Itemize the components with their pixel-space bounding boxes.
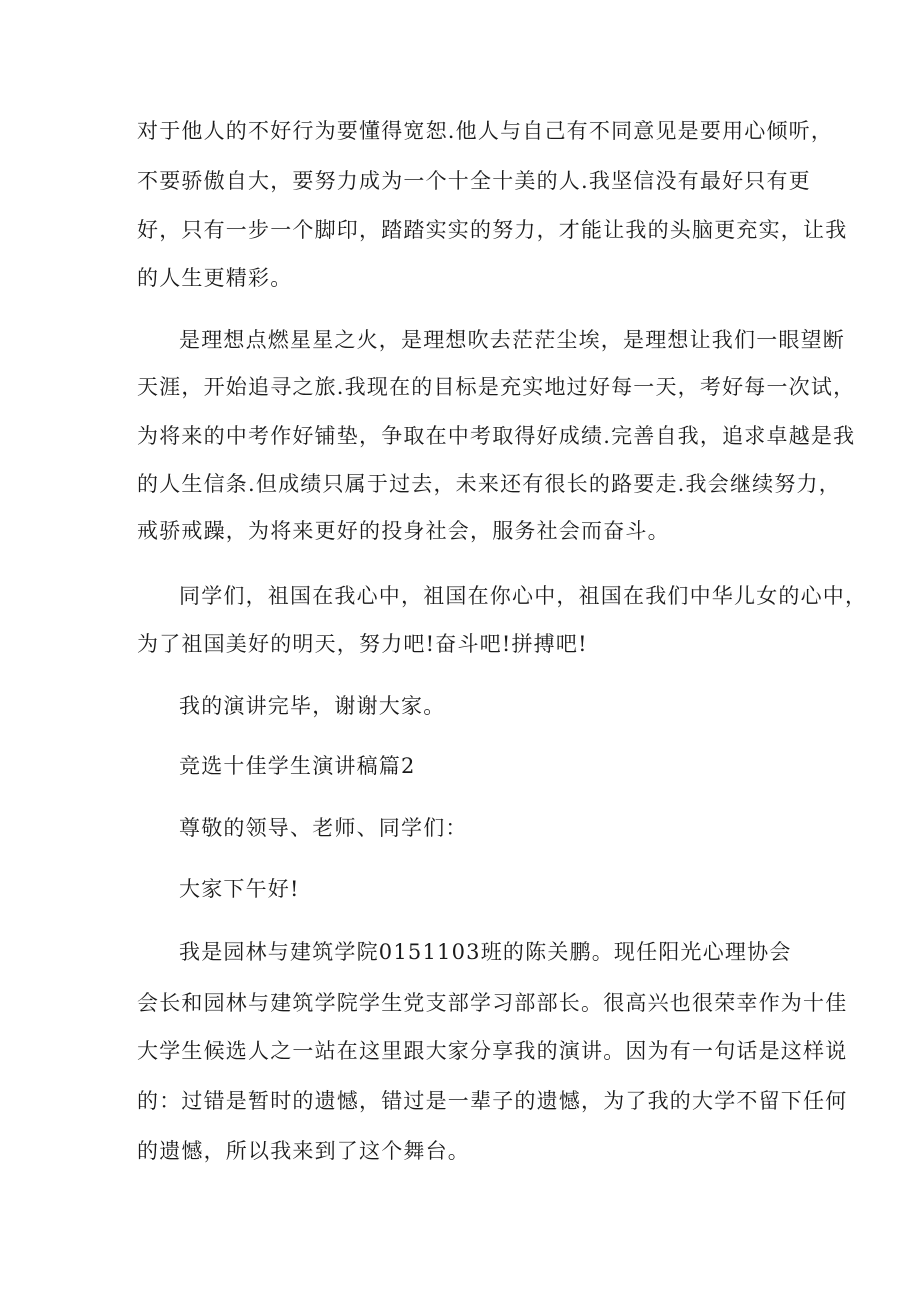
paragraph-1-line-4: 的人生更精彩。 <box>137 266 293 290</box>
paragraph-2-line-1: 是理想点燃星星之火，是理想吹去茫茫尘埃，是理想让我们一眼望断 <box>179 328 845 352</box>
paragraph-2-line-2: 天涯，开始追寻之旅.我现在的目标是充实地过好每一天，考好每一次试， <box>137 375 856 399</box>
paragraph-8-line-2: 会长和园林与建筑学院学生党支部学习部部长。很高兴也很荣幸作为十佳 <box>137 991 848 1015</box>
speech-title: 竞选十佳学生演讲稿篇2 <box>179 754 416 778</box>
paragraph-4-line-1: 我的演讲完毕，谢谢大家。 <box>179 694 446 718</box>
paragraph-8-line-5: 的遗憾，所以我来到了这个舞台。 <box>137 1139 470 1163</box>
paragraph-8-line-4: 的：过错是暂时的遗憾，错过是一辈子的遗憾，为了我的大学不留下任何 <box>137 1089 848 1113</box>
paragraph-1-line-2: 不要骄傲自大，要努力成为一个十全十美的人.我坚信没有最好只有更 <box>137 169 811 193</box>
paragraph-1-line-3: 好，只有一步一个脚印，踏踏实实的努力，才能让我的头脑更充实，让我 <box>137 218 848 242</box>
paragraph-1-line-1: 对于他人的不好行为要懂得宽恕.他人与自己有不同意见是要用心倾听， <box>137 119 834 143</box>
paragraph-2-line-5: 戒骄戒躁，为将来更好的投身社会，服务社会而奋斗。 <box>137 519 670 543</box>
paragraph-3-line-2: 为了祖国美好的明天，努力吧!奋斗吧!拼搏吧! <box>137 632 588 656</box>
paragraph-8-line-3: 大学生候选人之一站在这里跟大家分享我的演讲。因为有一句话是这样说 <box>137 1039 848 1063</box>
paragraph-8-line-1: 我是园林与建筑学院0151103班的陈关鹏。现任阳光心理协会 <box>179 940 792 964</box>
salutation: 尊敬的领导、老师、同学们： <box>179 816 468 840</box>
paragraph-2-line-4: 的人生信条.但成绩只属于过去，未来还有很长的路要走.我会继续努力， <box>137 472 841 496</box>
paragraph-2-line-3: 为将来的中考作好铺垫，争取在中考取得好成绩.完善自我，追求卓越是我 <box>137 424 856 448</box>
greeting: 大家下午好! <box>179 877 300 901</box>
paragraph-3-line-1: 同学们，祖国在我心中，祖国在你心中，祖国在我们中华儿女的心中， <box>179 584 868 608</box>
